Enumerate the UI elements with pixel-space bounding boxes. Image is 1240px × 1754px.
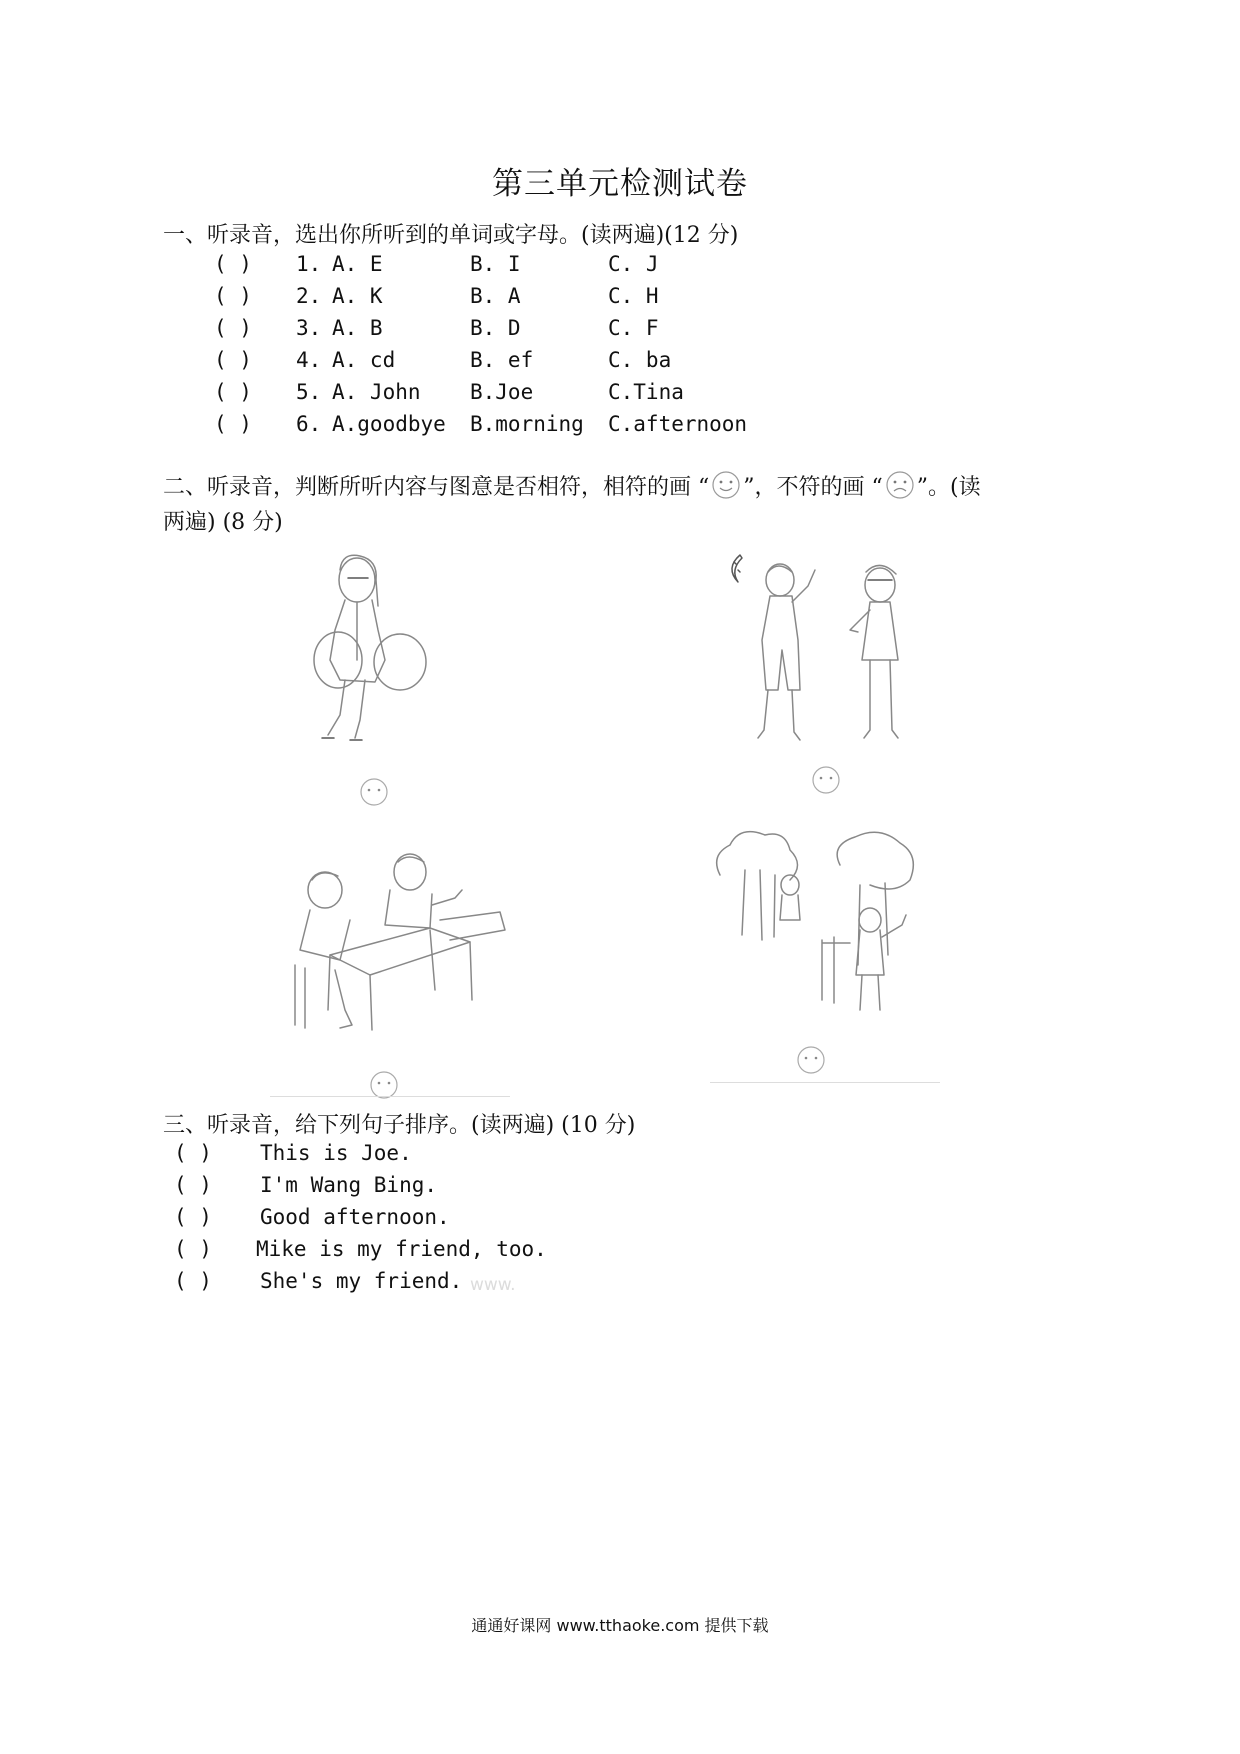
option-b: B. ef — [470, 348, 534, 372]
sentence-text: Mike is my friend, too. — [256, 1237, 547, 1261]
answer-blank[interactable]: ( ) — [214, 284, 252, 308]
sentence-text: I'm Wang Bing. — [260, 1173, 438, 1197]
watermark: www. — [470, 1275, 516, 1295]
option-a: A. E — [332, 252, 383, 276]
picture-students-at-desks — [290, 850, 510, 1035]
section2-heading — [163, 470, 981, 506]
option-a: A. John — [332, 380, 421, 404]
option-b: B. I — [470, 252, 521, 276]
item-number: 2. — [296, 284, 322, 308]
answer-blank[interactable]: ( ) — [174, 1205, 212, 1229]
option-c: C. F — [608, 316, 659, 340]
option-c: C. H — [608, 284, 659, 308]
item-number: 4. — [296, 348, 322, 372]
answer-blank[interactable]: ( ) — [214, 348, 252, 372]
sad-face-icon — [883, 470, 917, 506]
divider — [270, 1096, 510, 1097]
section2-heading-line2: 两遍) (8 分) — [163, 510, 283, 535]
answer-blank[interactable]: ( ) — [174, 1237, 212, 1261]
picture-boy-and-girl-moon — [720, 550, 940, 750]
option-a: A. B — [332, 316, 383, 340]
divider — [710, 1082, 940, 1083]
answer-blank[interactable]: ( ) — [214, 380, 252, 404]
answer-blank[interactable]: ( ) — [214, 252, 252, 276]
picture-trees-and-children — [710, 825, 930, 1015]
option-b: B. D — [470, 316, 521, 340]
smiley-face-icon[interactable] — [795, 1045, 827, 1079]
answer-blank[interactable]: ( ) — [214, 316, 252, 340]
option-c: C.Tina — [608, 380, 684, 404]
option-a: A. K — [332, 284, 383, 308]
option-b: B.morning — [470, 412, 584, 436]
item-number: 5. — [296, 380, 322, 404]
section2-heading-text: ”，不符的画 “ — [743, 475, 883, 500]
answer-blank[interactable]: ( ) — [174, 1269, 212, 1293]
page-title: 第三单元检测试卷 — [492, 166, 748, 202]
option-c: C. ba — [608, 348, 672, 372]
footer-source: 通通好课网 www.tthaoke.com 提供下载 — [471, 1616, 769, 1635]
sentence-text: She's my friend. — [260, 1269, 463, 1293]
section2-heading-text: ”。(读 — [916, 475, 981, 500]
section1-heading: 一、听录音，选出你所听到的单词或字母。(读两遍)(12 分) — [163, 223, 739, 248]
answer-blank[interactable]: ( ) — [174, 1173, 212, 1197]
option-b: B. A — [470, 284, 521, 308]
answer-blank[interactable]: ( ) — [174, 1141, 212, 1165]
option-a: A.goodbye — [332, 412, 446, 436]
section3-heading: 三、听录音，给下列句子排序。(读两遍) (10 分) — [163, 1113, 636, 1138]
item-number: 6. — [296, 412, 322, 436]
option-c: C.afternoon — [608, 412, 748, 436]
item-number: 3. — [296, 316, 322, 340]
answer-blank[interactable]: ( ) — [214, 412, 252, 436]
sentence-text: This is Joe. — [260, 1141, 412, 1165]
sentence-text: Good afternoon. — [260, 1205, 450, 1229]
item-number: 1. — [296, 252, 322, 276]
option-b: B.Joe — [470, 380, 534, 404]
smiley-face-icon[interactable] — [358, 777, 390, 811]
option-a: A. cd — [332, 348, 396, 372]
smiley-face-icon[interactable] — [810, 765, 842, 799]
picture-woman-sitting — [300, 550, 450, 750]
smiley-face-icon — [709, 470, 743, 506]
option-c: C. J — [608, 252, 659, 276]
section2-heading-text: 二、听录音，判断所听内容与图意是否相符，相符的画 “ — [163, 475, 710, 500]
smiley-face-icon[interactable] — [368, 1070, 400, 1104]
